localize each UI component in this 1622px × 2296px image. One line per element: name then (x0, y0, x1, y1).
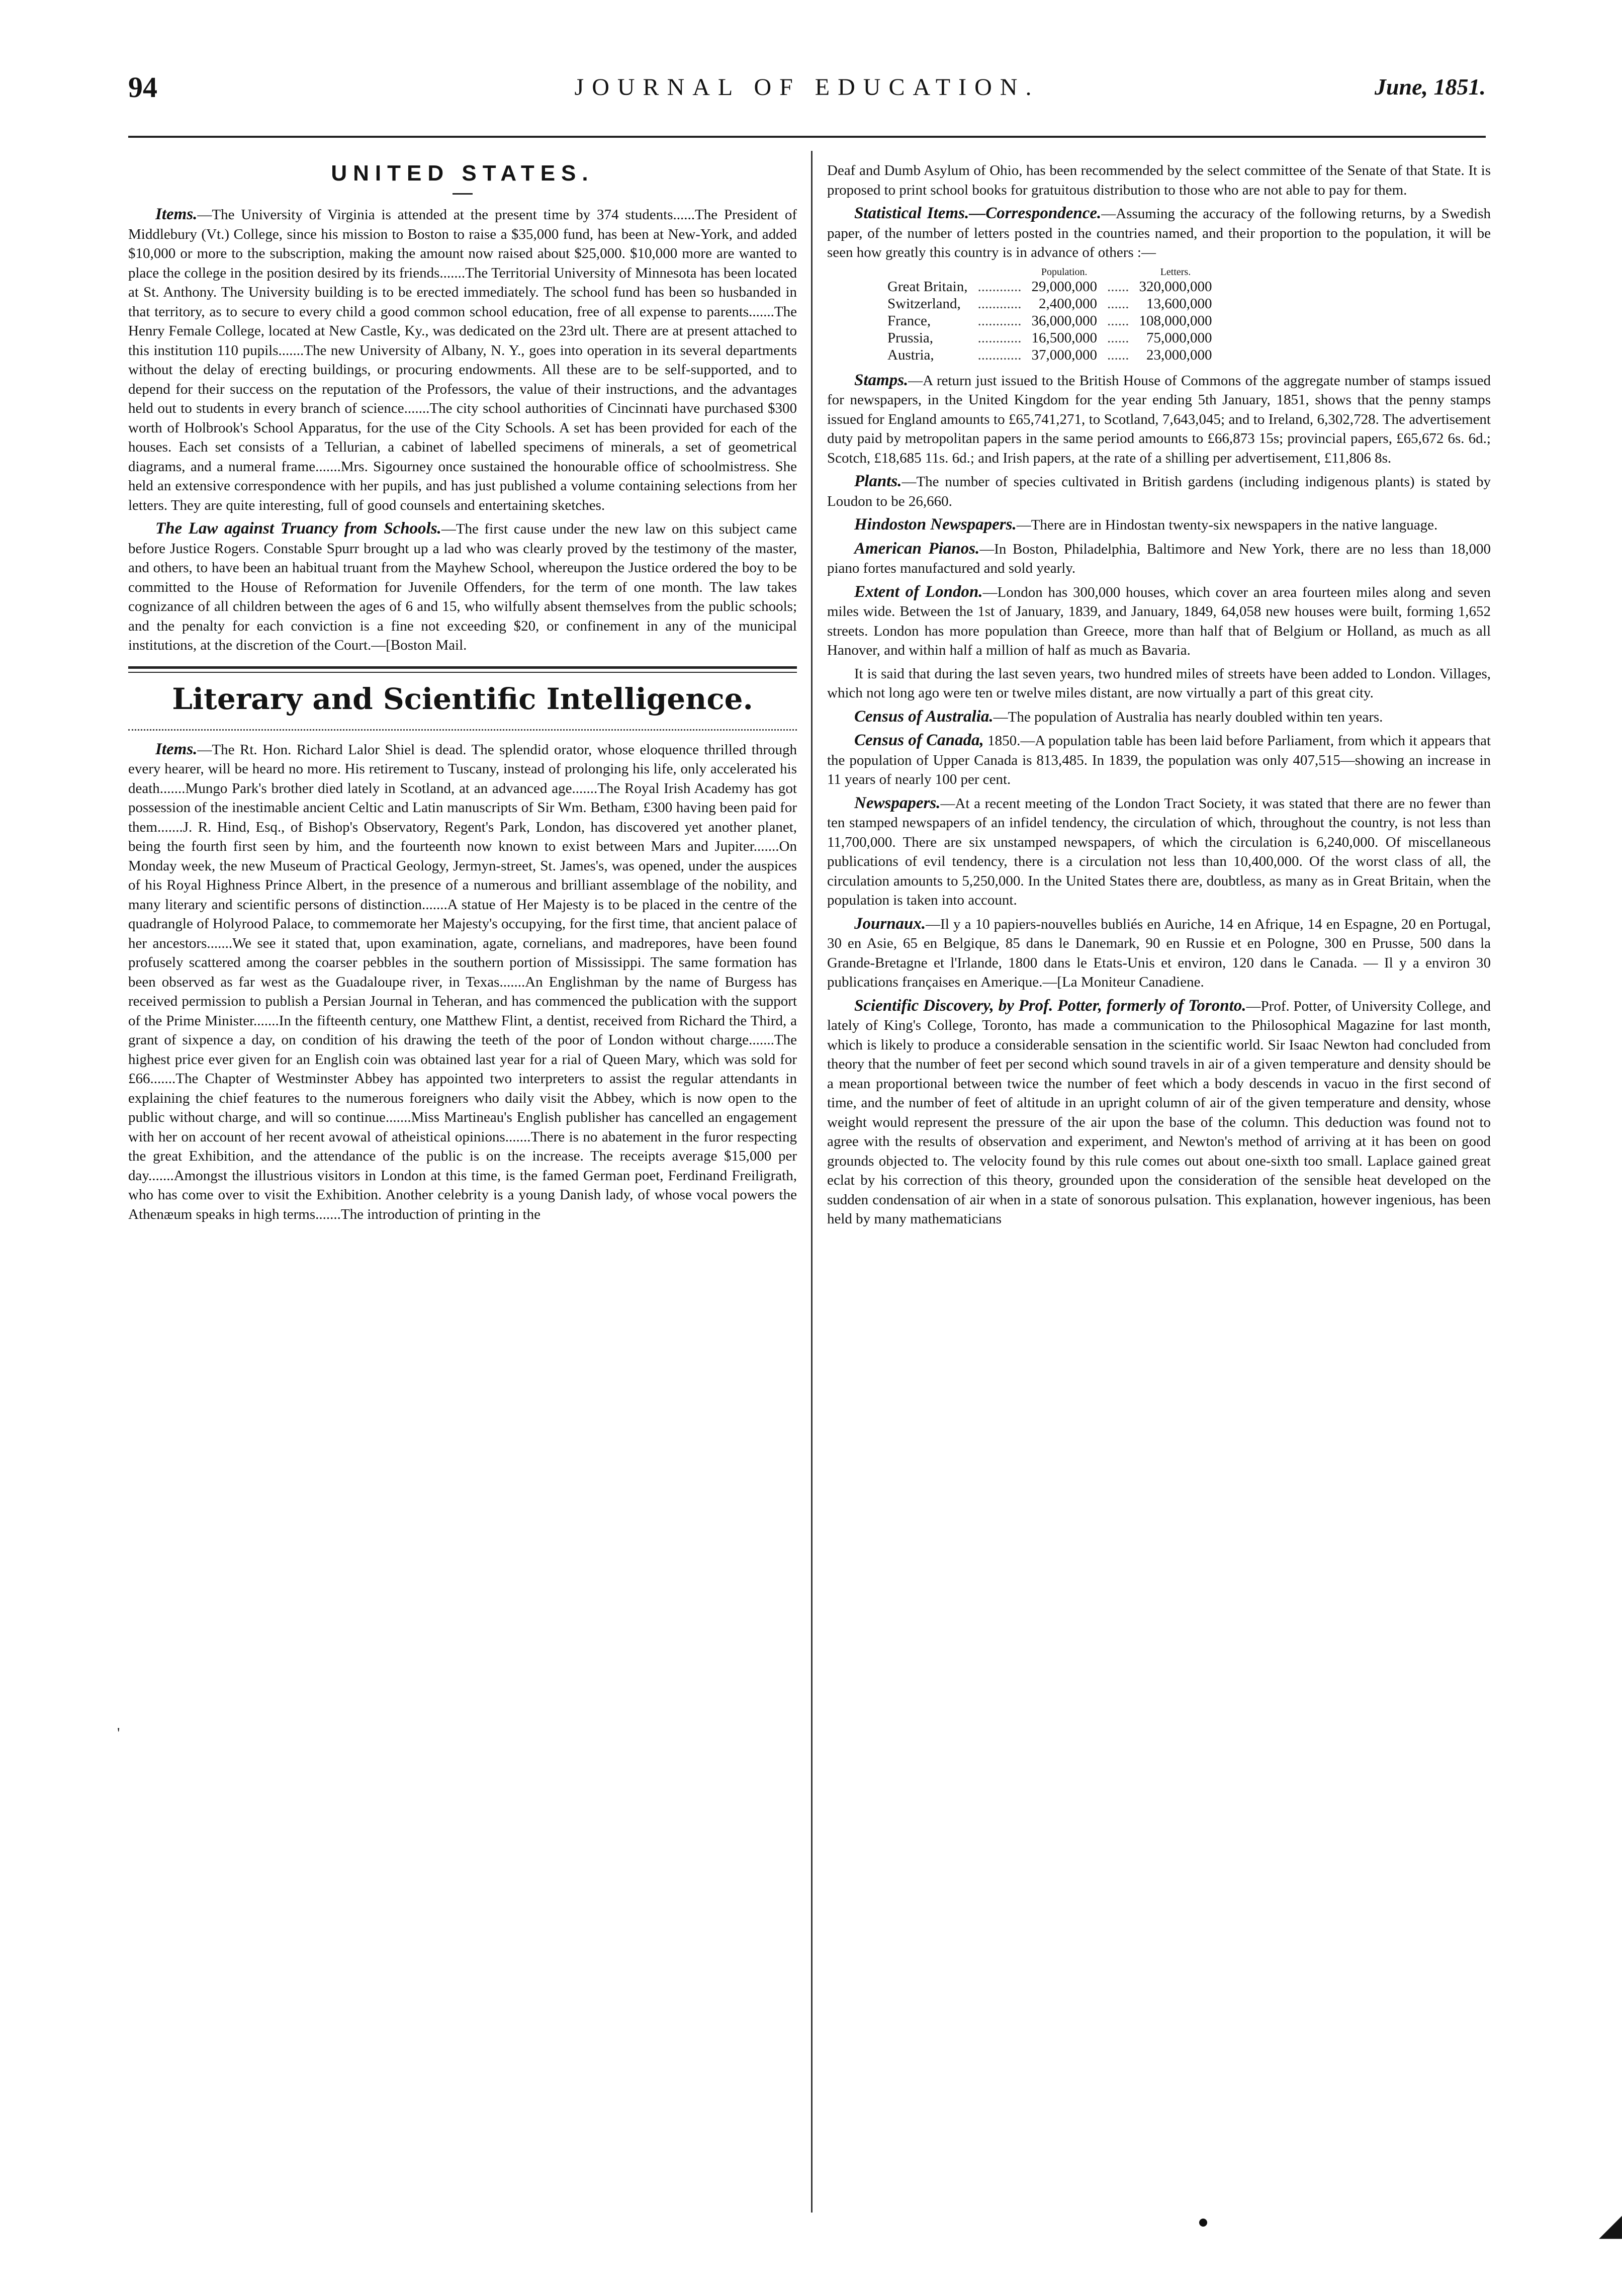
letters-table (882, 267, 1217, 364)
corner-mark: ◢ (1599, 2209, 1622, 2242)
cell-population: 36,000,000 (1031, 312, 1097, 329)
leader-dots: ............ (977, 278, 1022, 295)
table-row (882, 346, 1217, 364)
article-lead: Scientific Discovery, by Prof. Potter, formerly of Toronto. (854, 996, 1246, 1015)
article-body: —The first cause under the new law on this subject came before Justice Rogers. Constable Spurr brought up a lad who was clearly proved by the testimony of the master, and others, to have been an habitual truant from the Mayhew School, whereupon the Justice ordered the boy to be committed to the House of Reformation for Juvenile Offenders, for the term of one month. The law takes cognizance of all children between the ages of 6 and 15, who wilfully absent themselves from the public schools; and the penalty for each conviction is a fine not exceeding $20, or confinement in any of the municipal institutions, at the discretion of the Court.—[Boston Mail. (128, 521, 797, 653)
cell-country: Austria, (887, 346, 934, 363)
article-lead: Stamps. (854, 371, 909, 389)
article-continuation: Deaf and Dumb Asylum of Ohio, has been recommended by the select committee of the Senate of that State. It is proposed to print school books for gratuitous distribution to those who are not able to pay for them. (827, 162, 1491, 198)
footer-bullet (1199, 2219, 1207, 2227)
article-body: —At a recent meeting of the London Tract Society, it was stated that there are no fewer than ten stamped newspapers of an infidel tendency, the circulation of which, throughout the country, is not less than 11,700,000. There are six unstamped newspapers, of which the circulation is 6,240,000. Of miscellaneous publications of evil tendency, there is a circulation not less than 10,400,000. Of the worst class of all, the circulation amounts to 5,250,000. In the United States there are, doubtless, as many as in Great Britain, when the population is taken into account. (827, 795, 1491, 908)
running-head (128, 70, 1486, 116)
leader-dots: ............ (977, 346, 1022, 363)
table-header-population: Population. (1041, 266, 1088, 278)
header-rule (128, 136, 1486, 138)
article-body: —The University of Virginia is attended at the present time by 374 students......The President of Middlebury (Vt.) College, since his mission to Boston to raise a $35,000 fund, has been at New-York, and added $10,000 or more to the subscription, making the amount now raised about $25,000. $10,000 more are wanted to place the college in the position desired by its friends.......The Territorial University of Minnesota has been located at St. Anthony. The University building is to be erected immediately. The school fund has been so husbanded in that territory, as to secure to every child a good common school education, free of all expense to parents.......The Henry Female College, located at New Castle, Ky., was dedicated on the 23rd ult. There are at present attached to this institution 110 pupils.......The new University of Albany, N. Y., goes into operation in its several departments without the delay of erecting buildings, or procuring endowments. All these are to be self-supported, and to depend for their success on the reputation of the Professors, the value of their instructions, and the advantages held out to students in every branch of science.......The city school authorities of Cincinnati have purchased $300 worth of Holbrook's School Apparatus, for the use of the City Schools. A set has been provided for each of the houses. Each set consists of a Tellurian, a cabinet of labelled specimens of minerals, a set of geometrical diagrams, and a numeral frame.......Mrs. Sigourney once sustained the honourable office of schoolmistress. She held an extensive correspondence with her pupils, and has just published a volume containing selections from her letters. They are quite interesting, full of good counsels and entertaining sketches. (128, 207, 797, 513)
cell-letters: 13,600,000 (1146, 295, 1212, 312)
article-plants (827, 472, 1491, 511)
article-items-us (128, 205, 797, 515)
leader-dots: ...... (1107, 295, 1129, 312)
article-newspapers (827, 793, 1491, 910)
table-row (882, 329, 1217, 346)
heading-rule (453, 193, 473, 195)
section-heading-literary: Literary and Scientific Intelligence. (172, 681, 753, 716)
journal-title: JOURNAL OF EDUCATION. (574, 74, 1040, 101)
article-body: —London has 300,000 houses, which cover an area fourteen miles along and seven miles wide. Between the 1st of January, 1839, and January, 1849, 64,058 new houses were built, forming 1,652 streets. London has more population than Greece, more than half that of Belgium or Holland, as much as all Hanover, and within half a million of half as much as Bavaria. (827, 584, 1491, 658)
article-body: —There are in Hindostan twenty-six newspapers in the native language. (1016, 517, 1438, 533)
article-body: —Assuming the accuracy of the following returns, by a Swedish paper, of the number of letters posted in the countries named, and their proportion to the population, it will be seen how greatly this country is in advance of others :— (827, 206, 1491, 260)
article-body: —In Boston, Philadelphia, Baltimore and New York, there are no less than 18,000 piano fortes manufactured and sold yearly. (827, 541, 1491, 576)
article-london (827, 582, 1491, 660)
leader-dots: ...... (1107, 329, 1129, 346)
issue-date: June, 1851. (1374, 74, 1486, 100)
section-heading-united-states: UNITED STATES. (331, 161, 594, 186)
leader-dots: ...... (1107, 346, 1129, 363)
article-lead: Newspapers. (854, 793, 941, 812)
cell-letters: 320,000,000 (1139, 278, 1212, 295)
margin-mark: ' (117, 1725, 120, 1741)
cell-country: Switzerland, (887, 295, 961, 312)
article-body: —The Rt. Hon. Richard Lalor Shiel is dead. The splendid orator, whose eloquence thrilled through every hearer, will be heard no more. His retirement to Tuscany, instead of prolonging his life, only accelerated his death.......Mungo Park's brother died lately in Scotland, at an advanced age.......The Royal Irish Academy has got possession of the inestimable ancient Celtic and Latin manuscripts of Sir Wm. Betham, £300 having been paid for them.......J. R. Hind, Esq., of Bishop's Observatory, Regent's Park, London, has discovered yet another planet, being the fourth first seen by him, and the fourteenth now known to exist between Mars and Jupiter.......On Monday week, the new Museum of Practical Geology, Jermyn-street, St. James's, was opened, under the auspices of his Royal Highness Prince Albert, in the presence of a numerous and brilliant assemblage of the nobility, and many literary and scientific persons of distinction.......A statue of Her Majesty is to be placed in the centre of the quadrangle of Holyrood Palace, to commemorate her Majesty's occupying, for the first time, that ancient palace of her ancestors.......We see it stated that, upon examination, agate, cornelians, and madrepores, have been found profusely scattered among the coarser pebbles in the southern portion of Mississippi. The same formation has been observed as far west as the Guadaloupe river, in Texas.......An Englishman by the name of Burgess has received permission to publish a Persian Journal in Teheran, and has commenced the publication with the support of the Prime Minister.......In the fifteenth century, one Matthew Flint, a dentist, received from Richard the Third, a grant of sixpence a day, on condition of his drawing the teeth of the poor of London without charge.......The highest price ever given for an English coin was obtained last year for a rial of Queen Mary, which was sold for £66.......The Chapter of Westminster Abbey has appointed two interpreters to assist the regular attendants in explaining the chief features to the numerous foreigners who daily visit the Abbey, which is now open to the public without charge, and will so continue.......Miss Martineau's English publisher has cancelled an engagement with her on account of her recent avowal of atheistical opinions.......There is no abatement in the furor respecting the great Exhibition, and the attendance of the public is on the increase. The receipts average $15,000 per day.......Amongst the illustrious visitors in London at this time, is the famed German poet, Ferdinand Freiligrath, who has come over to visit the Exhibition. Another celebrity is a young Danish lady, of whose vocal powers the Athenæum speaks in high terms.......The introduction of printing in the (128, 741, 797, 1222)
ornamental-rule (128, 722, 797, 731)
article-lead: Census of Canada, (854, 731, 984, 749)
cell-letters: 75,000,000 (1146, 329, 1212, 346)
article-items-literary (128, 740, 797, 1224)
article-lead: Journaux. (854, 914, 926, 933)
article-statistical-items (827, 204, 1491, 262)
right-column (827, 161, 1491, 2243)
article-australia (827, 707, 1491, 727)
column-divider (811, 151, 813, 2213)
article-lead: Extent of London. (854, 582, 983, 601)
article-body: —Prof. Potter, of University College, and lately of King's College, Toronto, has made a communication to the Philosophical Magazine for last month, which is likely to produce a considerable sensation in the scientific world. Sir Isaac Newton had concluded from theory that the number of feet per second which sound travels in air of a given temperature and density should be a mean proportional between twice the number of feet which a body descends in vacuo in the first second of time, and the number of feet of altitude in an upright column of air of the given temperature and density, whose weight would represent the pressure of the air upon the base of the column. This deduction was found not to agree with the results of observation and experiment, and Newton's method of arriving at it has been on good grounds objected to. The velocity found by this rule comes out about one-sixth too small. Laplace gained great eclat by his correction of this theory, grounded upon the consideration of the sensible heat developed on the sudden condensation of air when in a state of sonorous pulsation. This explanation, however ingenious, has been held by many mathematicians (827, 998, 1491, 1227)
article-body: —A return just issued to the British House of Commons of the aggregate number of stamps issued for newspapers, in the United Kingdom for the year ending 5th January, 1851, shows that the penny stamps issued for England amounts to £65,741,271, to Scotland, 7,643,045; and to Ireland, 6,302,728. The advertisement duty paid by metropolitan papers in the same period amounts to £66,873 15s; provincial papers, £65,672 6s. 6d.; Scotch, £18,685 11s. 6d.; and Irish papers, at the rate of a shilling per advertisement, £11,806 8s. (827, 372, 1491, 466)
table-row (882, 312, 1217, 329)
table-header-row (882, 267, 1217, 278)
leader-dots: ............ (977, 295, 1022, 312)
leader-dots: ............ (977, 312, 1022, 329)
article-lead: Plants. (854, 472, 902, 490)
cell-country: Great Britain, (887, 278, 968, 295)
cell-population: 29,000,000 (1031, 278, 1097, 295)
article-body: 1850.—A population table has been laid before Parliament, from which it appears that the population of Upper Canada is 813,485. In 1839, the population was only 407,515—showing an increase in 11 years of nearly 100 per cent. (827, 733, 1491, 787)
cell-country: France, (887, 312, 931, 329)
cell-population: 16,500,000 (1031, 329, 1097, 346)
article-scientific-discovery (827, 996, 1491, 1229)
article-lead: Items. (155, 740, 198, 758)
article-canada (827, 731, 1491, 789)
table-header-spacer (972, 267, 1026, 278)
table-header-letters: Letters. (1160, 266, 1191, 278)
article-lead: American Pianos. (854, 539, 980, 558)
table-header-spacer (1102, 267, 1134, 278)
article-body: —Il y a 10 papiers-nouvelles bubliés en Auriche, 14 en Afrique, 14 en Espagne, 20 en Portugal, 30 en Asie, 65 en Belgique, 85 dans le Danemark, 90 en Russie et en Pologne, 300 en Prusse, 500 dans la Grande-Bretagne et l'Irlande, 1800 dans le Etats-Unis et environ, 120 dans le Canada. — Il y a environ 30 publications françaises en Amerique.—[La Moniteur Canadiene. (827, 916, 1491, 990)
table-row (882, 278, 1217, 295)
article-body: —The number of species cultivated in British gardens (including indigenous plants) is stated by Loudon to be 26,660. (827, 474, 1491, 509)
article-body: —The population of Australia has nearly doubled within ten years. (993, 709, 1383, 725)
article-lead: Statistical Items.—Correspondence. (854, 204, 1102, 222)
table-row (882, 295, 1217, 312)
cell-country: Prussia, (887, 329, 934, 346)
leader-dots: ............ (977, 329, 1022, 346)
article-hindoston (827, 515, 1491, 535)
page-number: 94 (128, 71, 157, 104)
article-stamps (827, 371, 1491, 468)
leader-dots: ...... (1107, 312, 1129, 329)
article-journaux (827, 914, 1491, 992)
leader-dots: ...... (1107, 278, 1129, 295)
article-lead: The Law against Truancy from Schools. (155, 519, 441, 538)
section-divider (128, 666, 797, 673)
article-lead: Census of Australia. (854, 707, 994, 726)
cell-letters: 108,000,000 (1139, 312, 1212, 329)
cell-letters: 23,000,000 (1146, 346, 1212, 363)
article-london-streets: It is said that during the last seven years, two hundred miles of streets have been added to London. Villages, which not long ago were ten or twelve miles distant, are now virtually a part of this great city. (827, 665, 1491, 701)
article-lead: Items. (155, 205, 198, 223)
left-column (128, 161, 797, 2243)
article-pianos (827, 539, 1491, 578)
cell-population: 2,400,000 (1038, 295, 1097, 312)
article-lead: Hindoston Newspapers. (854, 515, 1017, 534)
table-header-country (882, 267, 972, 278)
cell-population: 37,000,000 (1031, 346, 1097, 363)
article-truancy (128, 519, 797, 655)
